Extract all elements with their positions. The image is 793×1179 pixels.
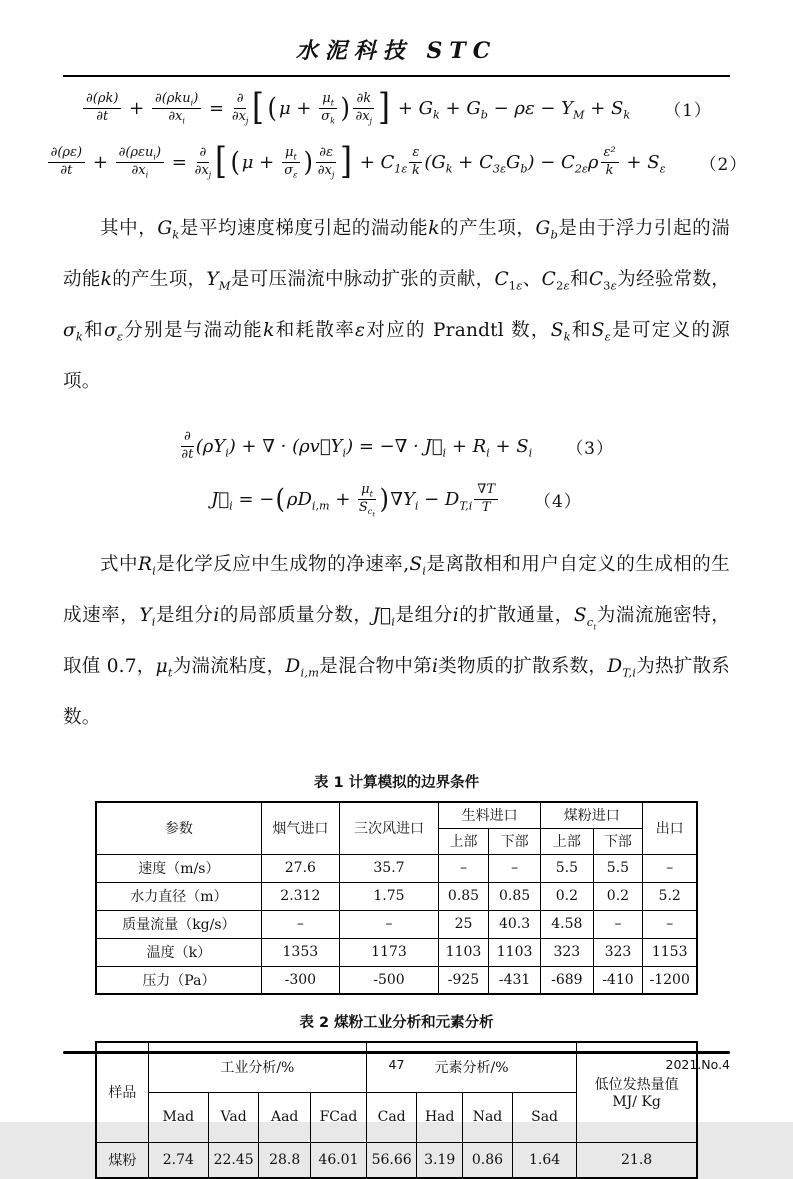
math-text: = [166,151,193,173]
table1-header-row-1 [96,802,697,828]
math-delimiter: ) [340,92,350,124]
journal-title: 水泥科技 STC [295,38,498,64]
table-cell: – [339,910,438,938]
table-cell: -925 [439,966,489,994]
table2-subheader-had: Had [417,1092,463,1142]
table-cell: -500 [339,966,438,994]
footer-rule [63,1051,730,1054]
table-cell: 2.312 [261,882,339,910]
table-row [96,966,697,994]
table-cell: 323 [593,938,643,966]
fraction-denominator: k [411,162,420,178]
table-cell: -300 [261,966,339,994]
fraction-denominator: ∂t [96,108,109,124]
fraction [116,146,164,179]
table2-subheader-aad: Aad [259,1092,311,1142]
fraction-denominator: $\partial x_j$ [355,108,373,126]
table2-heating-value-line1: 低位发热量值 [594,1077,679,1094]
table-row [96,854,697,882]
fraction-numerator: ∂ [234,92,247,109]
table2-subheader-fcad: FCad [311,1092,367,1142]
paragraph-species-transport: 式中$R_i$是化学反应中生成物的净速率$,S_i$是离散相和用户自定义的生成相的生成速率，$Y_i$是组分i的局部质量分数，$J⃗_i$是组分i的扩散通量，$S_{c_t}$为湍流施密特，取值 0.7，$\mu_t$为湍流粘度，$D_{i,m}$是混合物中第i类物质的扩散系数，$D_{T,i}$为热扩散系数。 [63,554,731,728]
table-cell: 温度（k） [96,938,261,966]
table-cell: 5.5 [541,854,593,882]
equation-1-body [81,87,631,128]
fraction-denominator: $\partial x_j$ [231,108,249,126]
table-cell: 28.8 [259,1142,311,1178]
fraction-numerator: $\mu_t$ [358,483,376,500]
fraction-numerator: ∂(ρku$_i$) [152,92,201,109]
fraction-numerator: ∂ε [316,146,336,163]
table-cell: 0.85 [439,882,489,910]
math-text: + $G_k + G_b - \rho\varepsilon - Y_M + S_k$ [392,97,631,122]
math-text: $\nabla Y_i - D_{T,i}$ [390,488,473,513]
table-cell: 3.19 [417,1142,463,1178]
table-row [96,882,697,910]
table2-subheader-vad: Vad [208,1092,258,1142]
page-footer [63,1051,730,1077]
fraction-denominator: T [481,499,491,515]
fraction [358,481,376,519]
equation-3-body [179,430,532,463]
fraction-numerator: ε [409,146,422,163]
table-cell: 40.3 [488,910,540,938]
table-cell: 1353 [261,938,339,966]
math-text: + $C_{1\varepsilon}$ [353,151,408,176]
table-row [96,938,697,966]
equation-1 [63,83,730,133]
equation-3 [63,425,730,467]
math-text: μ + [241,151,280,173]
page-number: 47 [388,1057,405,1072]
fraction-denominator: ∂t [60,162,73,178]
table-cell: – [593,910,643,938]
fraction [195,146,212,179]
table-cell: 煤粉 [96,1142,148,1178]
table2-subheader-sad: Sad [512,1092,576,1142]
table2-header-proximate-analysis: 工业分析/% [148,1042,366,1092]
math-text: $(G_k + C_{3\varepsilon}G_b) - C_{2\varepsilon}\rho$ [424,151,599,176]
table-cell: – [643,910,697,938]
table-cell: – [488,854,540,882]
math-delimiter: ) [303,146,313,178]
table1-header-outlet: 出口 [643,802,697,854]
header-rule [63,75,730,77]
table-cell: 0.85 [488,882,540,910]
table1-subheader-upper: 上部 [439,828,489,854]
table-cell: 2.74 [148,1142,208,1178]
fraction-numerator: ∇T [474,483,498,500]
fraction-numerator: ε² [601,146,619,163]
math-delimiter: ] [339,141,352,182]
table-row [96,910,697,938]
table2-subheader-nad: Nad [463,1092,513,1142]
table-cell: 5.2 [643,882,697,910]
math-delimiter: ( [267,92,278,124]
table1-body [96,854,697,994]
table2-caption: 表 2 煤粉工业分析和元素分析 [299,1015,494,1031]
table-cell: 1103 [488,938,540,966]
table-cell: 压力（Pa） [96,966,261,994]
fraction-denominator: k [605,162,614,178]
fraction [83,92,121,125]
equation-2-number: （2） [699,154,748,175]
math-text: μ + [279,97,318,119]
table-cell: 速度（m/s） [96,854,261,882]
math-text: = [203,97,230,119]
issue-label: 2021.No.4 [665,1057,730,1072]
table1-header-param: 参数 [96,802,261,854]
math-text: $\rho D_{i,m}$ + [286,488,357,513]
table-cell: 0.2 [541,882,593,910]
table-cell: – [643,854,697,882]
table-cell: 1103 [439,938,489,966]
table-cell: 质量流量（kg/s） [96,910,261,938]
math-delimiter: ( [275,483,286,515]
table-cell: 1173 [339,938,438,966]
table1-header-flue-gas-inlet: 烟气进口 [261,802,339,854]
table-cell: 0.86 [463,1142,513,1178]
table-cell: 56.66 [366,1142,416,1178]
fraction-numerator: $\mu_t$ [319,92,337,109]
table2-header-ultimate-analysis: 元素分析/% [366,1042,576,1092]
fraction [409,146,422,179]
fraction [181,430,194,463]
fraction-numerator: $\mu_t$ [282,146,300,163]
table1-header-coal-inlet: 煤粉进口 [541,802,643,828]
table-cell: 5.5 [593,854,643,882]
fraction [474,483,498,516]
fraction-denominator: $\partial x_i$ [168,108,185,126]
fraction-denominator: $\partial x_i$ [131,162,149,180]
table-cell: 0.2 [593,882,643,910]
fraction [316,146,336,179]
table1-header-tertiary-air-inlet: 三次风进口 [339,802,438,854]
fraction [319,92,337,125]
table-cell: -410 [593,966,643,994]
table-cell: 25 [439,910,489,938]
fraction-denominator: $S_{c_t}$ [358,499,376,519]
table-cell: 1.64 [512,1142,576,1178]
fraction-numerator: ∂ [181,430,194,447]
math-text: $J⃗_i$ = − [211,488,275,513]
math-text: + $S_\varepsilon$ [620,151,666,176]
table-cell: 1.75 [339,882,438,910]
math-delimiter: [ [215,141,228,182]
fraction-numerator: ∂(ρk) [83,92,121,109]
fraction-numerator: ∂k [353,92,374,109]
footer-row [63,1057,730,1077]
table-row [96,1142,697,1178]
table1-subheader-lower: 下部 [593,828,643,854]
math-delimiter: ) [379,483,389,515]
table-cell: 21.8 [577,1142,697,1178]
table-cell: – [439,854,489,882]
equation-1-number: （1） [664,100,712,121]
fraction [601,146,619,179]
equation-4-number: （4） [534,491,582,512]
table-cell: 水力直径（m） [96,882,261,910]
math-delimiter: ] [378,87,391,128]
equation-4-body [211,481,500,519]
table1-subheader-upper: 上部 [541,828,593,854]
table1-subheader-lower: 下部 [488,828,540,854]
table2-header-sample: 样品 [96,1042,148,1142]
table-cell: 323 [541,938,593,966]
fraction-numerator: ∂(ρε) [48,146,85,163]
table2-heating-value-line2: MJ/ Kg [612,1094,661,1111]
equation-2 [50,137,748,187]
fraction-denominator: $\partial x_j$ [194,162,212,180]
fraction-numerator: ∂(ρεu$_i$) [116,146,164,163]
table1-caption: 表 1 计算模拟的边界条件 [313,775,480,791]
table-cell: -431 [488,966,540,994]
table-cell: 35.7 [339,854,438,882]
fraction-denominator: $\sigma_\varepsilon$ [284,162,298,180]
table-cell: – [261,910,339,938]
table2-body [96,1142,697,1178]
paragraph-turbulence-terms: 其中，$G_k$是平均速度梯度引起的湍动能k的产生项，$G_b$是由于浮力引起的湍动能k的产生项，$Y_M$是可压湍流中脉动扩张的贡献，$C_{1\varepsilon}$、$C_{2\varepsilon}$和$C_{3\varepsilon}$为经验常数，$\sigma_k$和$\sigma_\varepsilon$分别是与湍动能k和耗散率ε对应的 Prandtl 数，$S_k$和$S_\varepsilon$是可定义的源项。 [63,218,730,392]
table-cell: 46.01 [311,1142,367,1178]
math-text: + [123,97,150,119]
equation-4 [63,475,730,523]
fraction-numerator: ∂ [197,146,210,163]
math-delimiter: [ [252,87,265,128]
equation-3-number: （3） [566,438,615,459]
table-cell: 22.45 [208,1142,258,1178]
fraction [353,92,374,125]
boundary-conditions-table [95,801,698,995]
table2-subheader-cad: Cad [366,1092,416,1142]
table2-subheader-mad: Mad [148,1092,208,1142]
fraction [152,92,201,125]
table-cell: 27.6 [261,854,339,882]
math-text: + [87,151,114,173]
fraction-denominator: $\sigma_k$ [321,108,335,126]
equation-2-body [46,141,666,182]
math-text: $(\rho Y_i)$ + ∇ · $(\rho v⃗Y_i)$ = −∇ · $J⃗_i + R_i + S_i$ [195,435,533,460]
table-cell: 1153 [643,938,697,966]
math-delimiter: ( [230,146,241,178]
table-cell: -689 [541,966,593,994]
fraction-denominator: ∂t [181,446,194,462]
table-cell: -1200 [643,966,697,994]
table-cell: 4.58 [541,910,593,938]
fraction [282,146,300,179]
fraction [232,92,249,125]
fraction [48,146,85,179]
table1-header-raw-meal-inlet: 生料进口 [439,802,541,828]
fraction-denominator: $\partial x_j$ [317,162,335,180]
